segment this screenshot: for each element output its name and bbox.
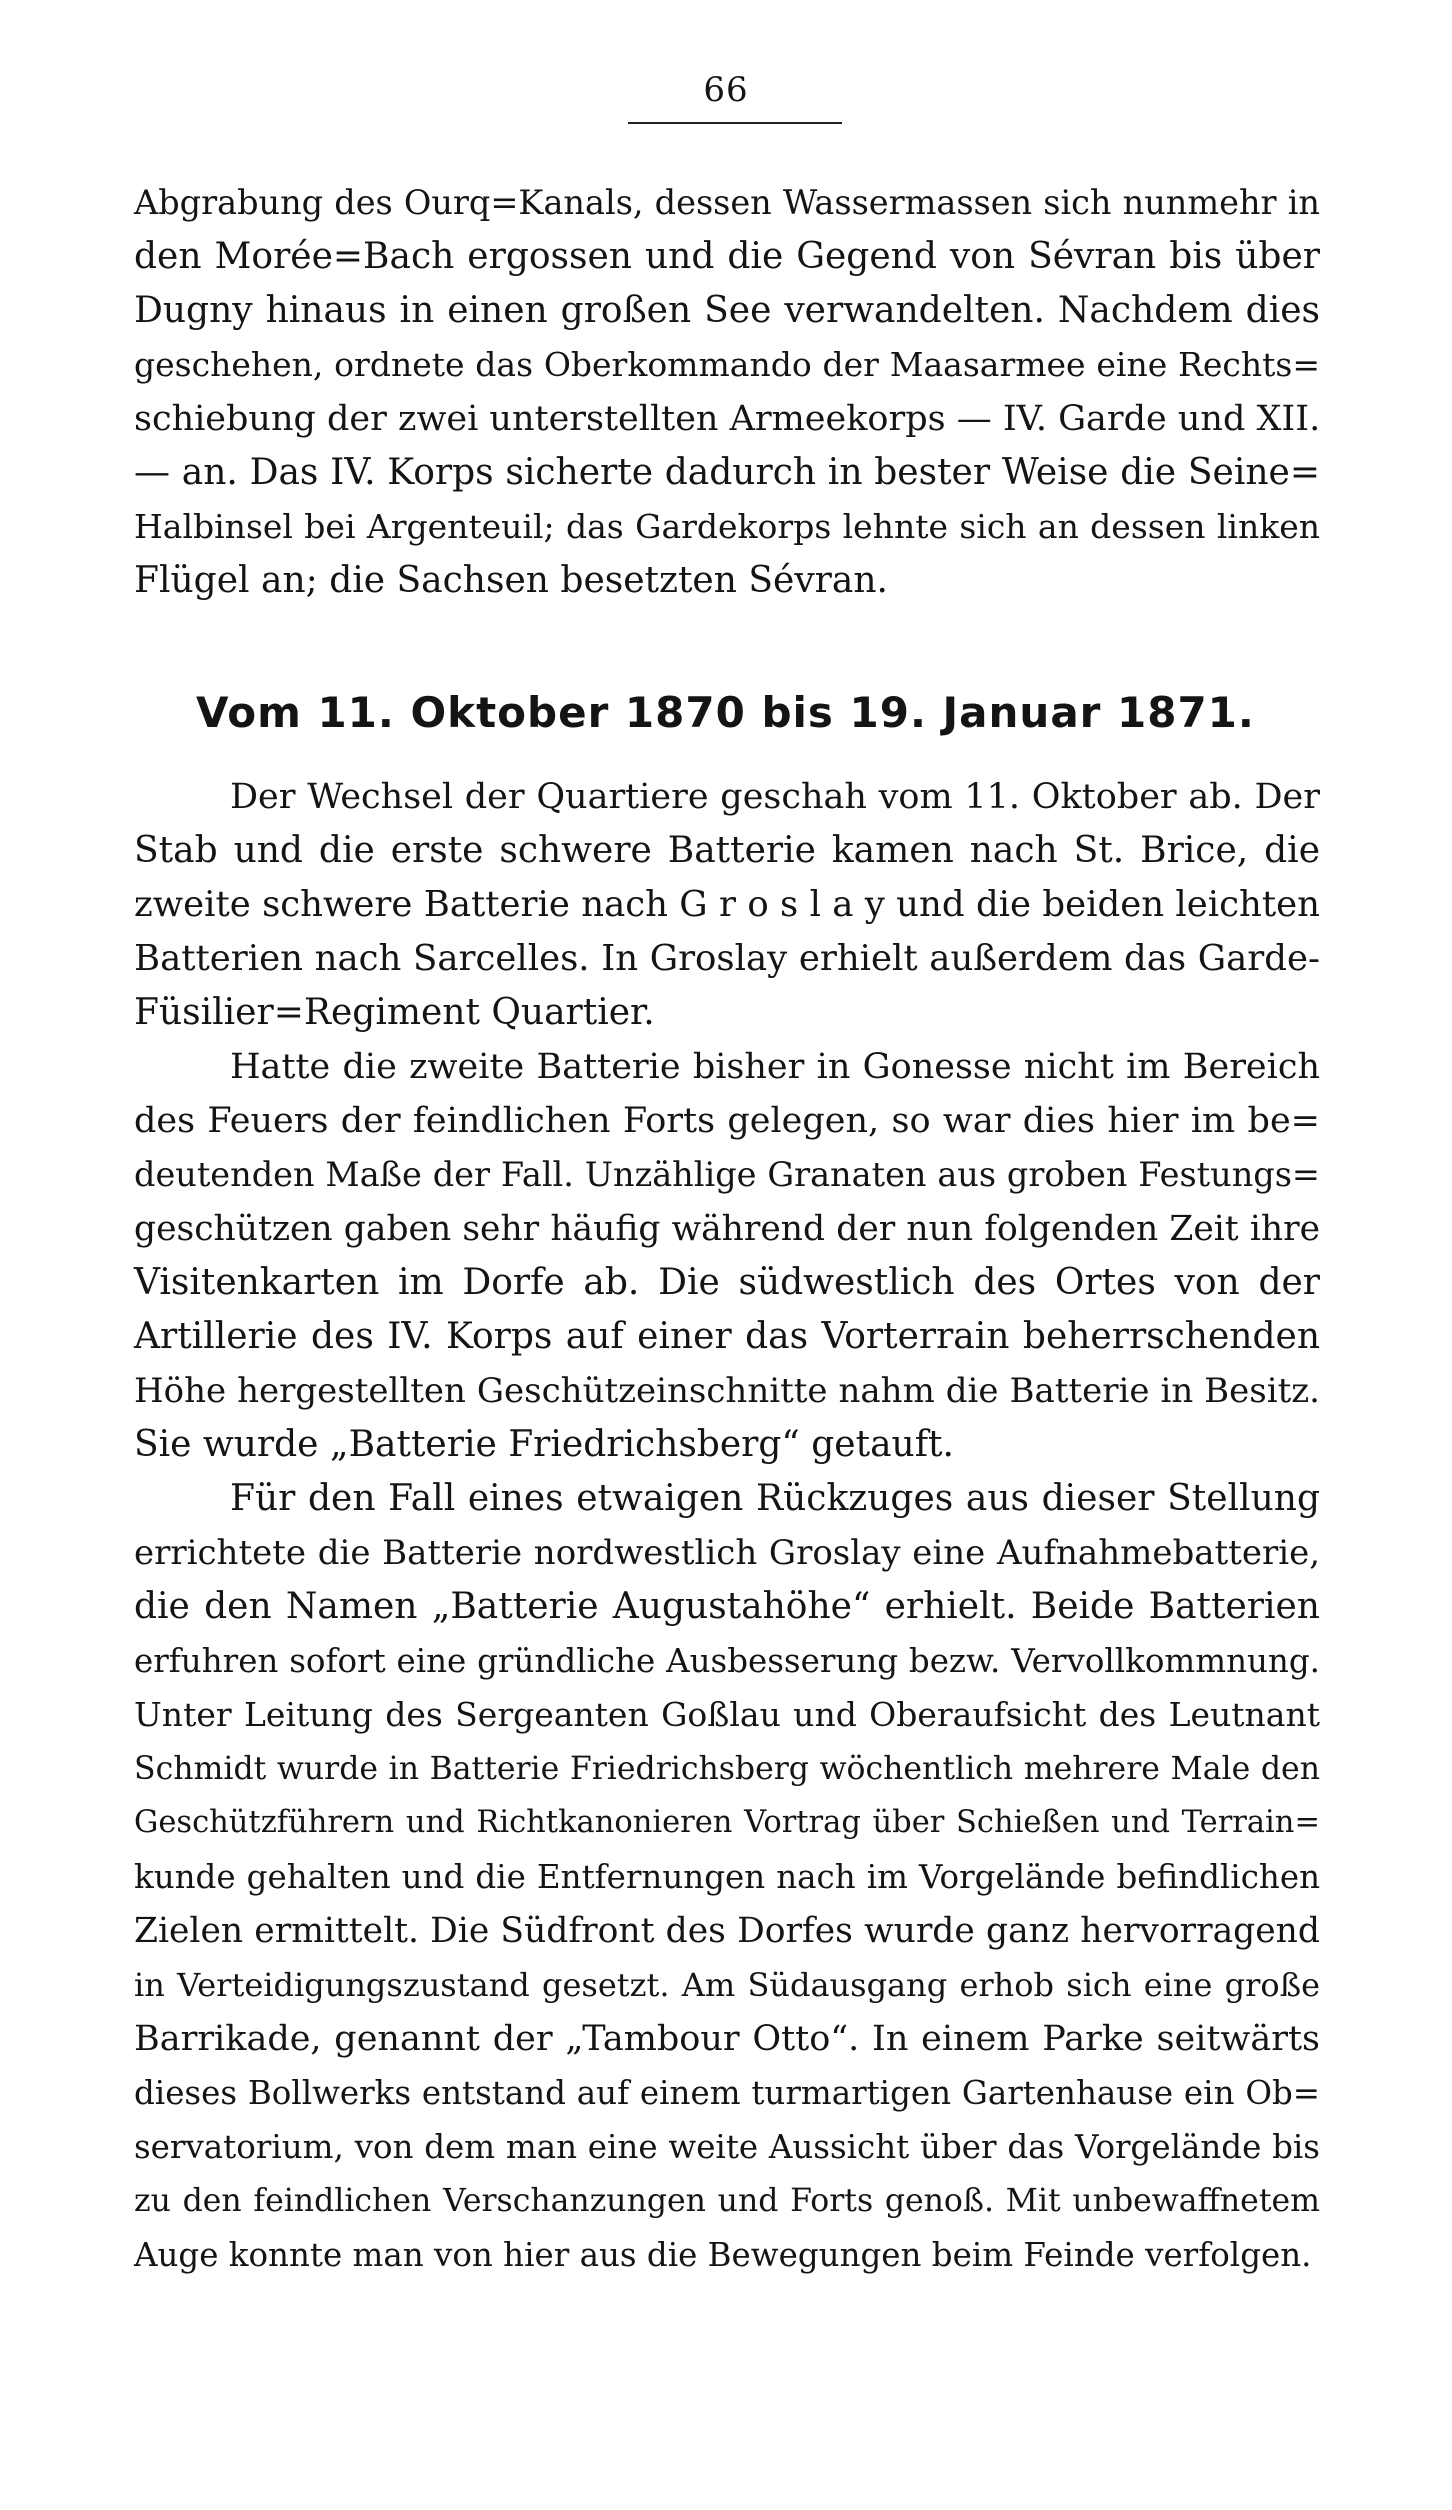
text-line: des Feuers der feindlichen Forts gelegen, so war dies hier im be= — [134, 1101, 1320, 1141]
text-line: den Morée=Bach ergossen und die Gegend von Sévran bis über — [134, 236, 1320, 277]
section-heading: Vom 11. Oktober 1870 bis 19. Januar 1871. — [196, 688, 1255, 737]
text-line: Schmidt wurde in Batterie Friedrichsberg wöchentlich mehrere Male den — [134, 1751, 1320, 1787]
text-line: Unter Leitung des Sergeanten Goßlau und Oberaufsicht des Leutnant — [134, 1695, 1320, 1734]
text-line: Der Wechsel der Quartiere geschah vom 11. Oktober ab. Der — [230, 777, 1320, 817]
text-line: Sie wurde „Batterie Friedrichsberg“ getauft. — [134, 1424, 954, 1465]
text-line: Auge konnte man von hier aus die Bewegungen beim Feinde verfolgen. — [134, 2236, 1312, 2274]
text-line: Artillerie des IV. Korps auf einer das Vorterrain beherrschenden — [134, 1316, 1320, 1357]
text-line: Barrikade, genannt der „Tambour Otto“. In einem Parke seitwärts — [134, 2019, 1320, 2059]
text-line: zweite schwere Batterie nach G r o s l a y und die beiden leichten — [134, 884, 1320, 925]
text-line: Halbinsel bei Argenteuil; das Gardekorps lehnte sich an dessen linken — [134, 507, 1320, 546]
text-line: errichtete die Batterie nordwestlich Groslay eine Aufnahmebatterie, — [134, 1533, 1320, 1573]
text-line: Füsilier=Regiment Quartier. — [134, 992, 655, 1033]
text-line: Höhe hergestellten Geschützeinschnitte nahm die Batterie in Besitz. — [134, 1371, 1320, 1411]
text-line: erfuhren sofort eine gründliche Ausbesserung bezw. Vervollkommnung. — [134, 1642, 1320, 1680]
text-line: in Verteidigungszustand gesetzt. Am Südausgang erhob sich eine große — [134, 1966, 1320, 2004]
page-number-rule — [628, 122, 842, 124]
text-line: Geschützführern und Richtkanonieren Vortrag über Schießen und Terrain= — [134, 1805, 1320, 1840]
text-line: Batterien nach Sarcelles. In Groslay erhielt außerdem das Garde- — [134, 938, 1320, 979]
text-line: Abgrabung des Ourq=Kanals, dessen Wassermassen sich nunmehr in — [134, 183, 1320, 222]
text-line: servatorium, von dem man eine weite Aussicht über das Vorgelände bis — [134, 2128, 1320, 2166]
text-line: — an. Das IV. Korps sicherte dadurch in bester Weise die Seine= — [134, 452, 1320, 493]
text-line: Dugny hinaus in einen großen See verwandelten. Nachdem dies — [134, 290, 1320, 331]
text-line: zu den feindlichen Verschanzungen und Forts genoß. Mit unbewaffnetem — [134, 2183, 1320, 2219]
text-line: schiebung der zwei unterstellten Armeekorps — IV. Garde und XII. — [134, 399, 1321, 439]
text-line: Stab und die erste schwere Batterie kamen nach St. Brice, die — [134, 830, 1320, 871]
text-line: dieses Bollwerks entstand auf einem turmartigen Gartenhause ein Ob= — [134, 2074, 1320, 2112]
text-line: deutenden Maße der Fall. Unzählige Granaten aus groben Festungs= — [134, 1155, 1320, 1194]
text-line: Für den Fall eines etwaigen Rückzuges aus dieser Stellung — [230, 1478, 1320, 1519]
text-line: kunde gehalten und die Entfernungen nach im Vorgelände befindlichen — [134, 1858, 1320, 1896]
text-line: Flügel an; die Sachsen besetzten Sévran. — [134, 560, 888, 601]
text-line: geschehen, ordnete das Oberkommando der Maasarmee eine Rechts= — [134, 345, 1320, 384]
text-line: Hatte die zweite Batterie bisher in Gonesse nicht im Bereich — [230, 1047, 1320, 1087]
text-line: die den Namen „Batterie Augustahöhe“ erhielt. Beide Batterien — [134, 1586, 1320, 1627]
text-line: Visitenkarten im Dorfe ab. Die südwestlich des Ortes von der — [134, 1262, 1320, 1303]
text-line: geschützen gaben sehr häufig während der nun folgenden Zeit ihre — [134, 1209, 1320, 1249]
page-number: 66 — [703, 70, 749, 110]
text-line: Zielen ermittelt. Die Südfront des Dorfes wurde ganz hervorragend — [134, 1911, 1320, 1951]
